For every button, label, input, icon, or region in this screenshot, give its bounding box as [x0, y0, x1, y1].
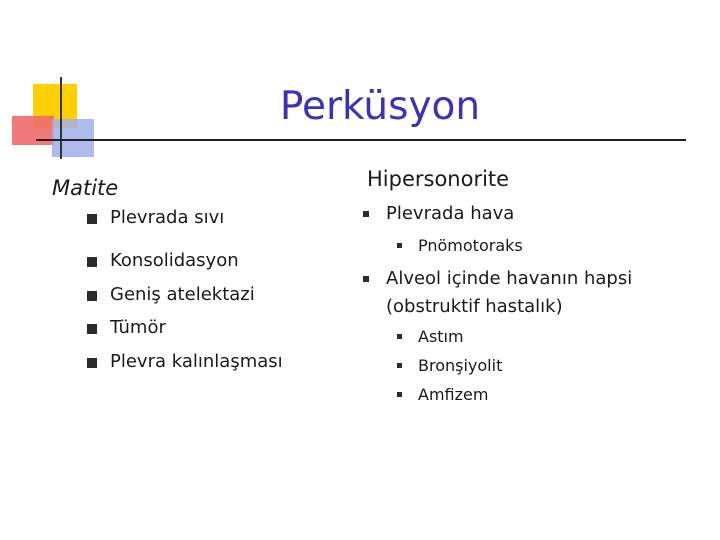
right-heading: Hipersonorite — [367, 167, 510, 191]
bullet-icon — [87, 358, 97, 368]
bullet-icon — [87, 214, 97, 224]
list-item — [110, 350, 283, 374]
bullet-icon — [397, 334, 402, 339]
list-item — [110, 249, 239, 273]
list-item — [418, 235, 523, 257]
bullet-icon — [397, 363, 402, 368]
list-item-label: (obstruktif hastalık) — [386, 296, 563, 317]
title-divider — [38, 139, 686, 141]
list-item-label: Amfizem — [418, 385, 489, 404]
bullet-icon — [363, 276, 369, 282]
bullet-icon — [87, 257, 97, 267]
list-item-label: Pnömotoraks — [418, 236, 523, 255]
decorative-logo — [0, 0, 120, 170]
list-item-label: Plevra kalınlaşması — [110, 351, 283, 372]
logo-blue-square — [52, 119, 94, 157]
list-item-label: Bronşiyolit — [418, 356, 503, 375]
list-item — [110, 283, 255, 307]
list-item-label: Plevrada sıvı — [110, 207, 225, 228]
list-item — [418, 326, 464, 348]
bullet-icon — [87, 324, 97, 334]
list-item — [110, 316, 166, 340]
list-item — [386, 202, 514, 226]
list-item — [418, 355, 502, 377]
bullet-icon — [397, 243, 402, 248]
bullet-icon — [87, 291, 97, 301]
list-item-label: Plevrada hava — [386, 203, 515, 224]
slide-title: Perküsyon — [279, 84, 481, 129]
list-item-label: Tümör — [110, 317, 166, 338]
list-item — [386, 267, 632, 291]
list-item — [418, 384, 488, 406]
list-item-label: Geniş atelektazi — [110, 284, 255, 305]
bullet-icon — [397, 392, 402, 397]
list-item-label: Alveol içinde havanın hapsi — [386, 268, 633, 289]
list-item-label: Konsolidasyon — [110, 250, 239, 271]
logo-vertical-line — [60, 77, 62, 159]
bullet-icon — [363, 211, 369, 217]
list-item — [110, 206, 224, 230]
list-item-label: Astım — [418, 327, 464, 346]
list-item-continuation — [386, 295, 563, 319]
left-heading: Matite — [52, 176, 119, 200]
